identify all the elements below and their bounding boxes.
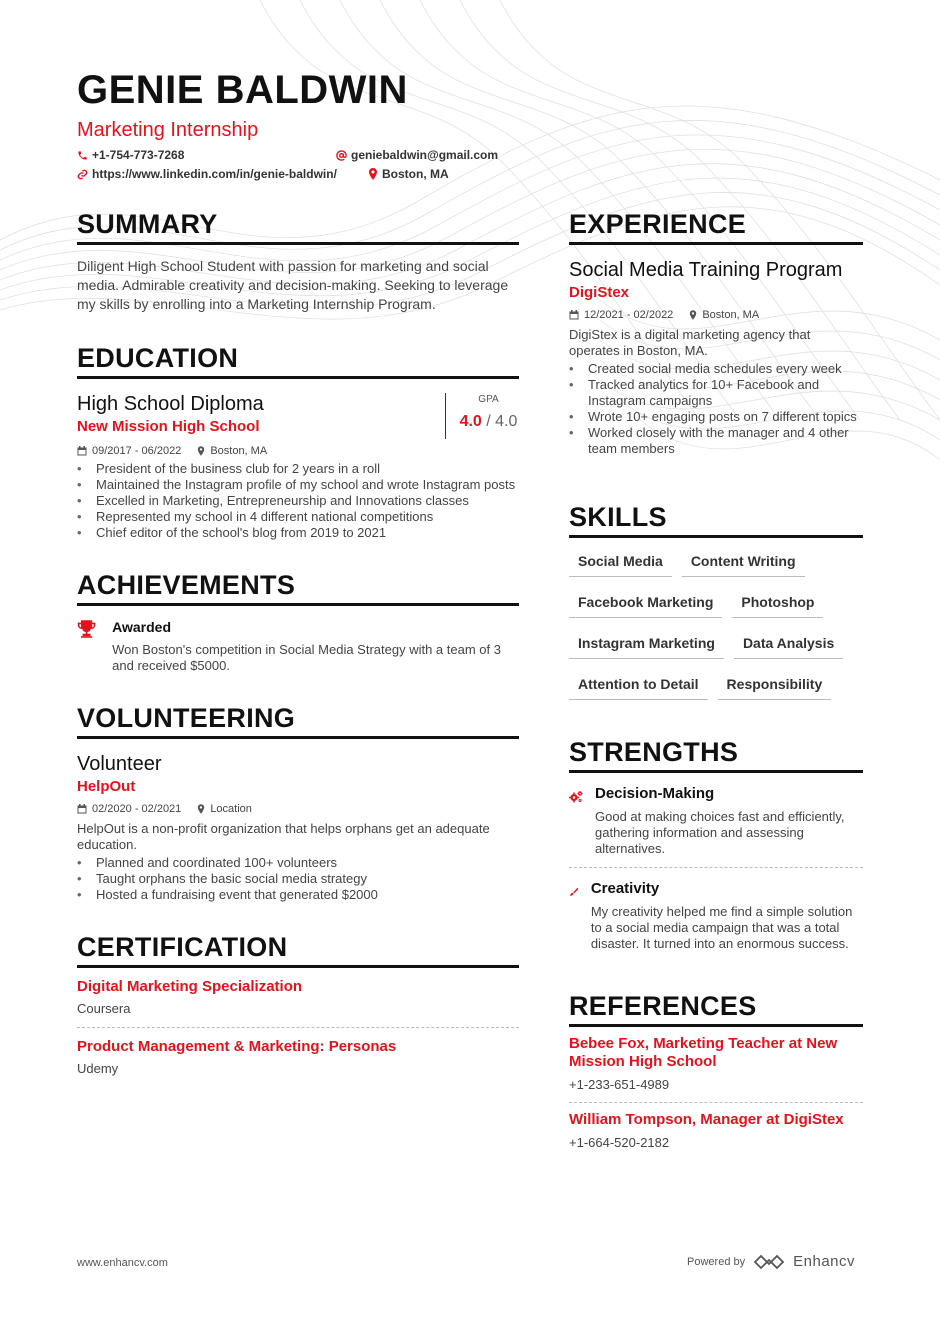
powered-by-label: Powered by [687, 1255, 746, 1268]
reference-item [569, 1027, 863, 1103]
reference-phone: +1-233-651-4989 [569, 1077, 670, 1092]
skills-list [569, 550, 863, 700]
education-dates: 09/2017 - 06/2022 [92, 445, 182, 457]
volunteering-section [77, 702, 519, 903]
gpa-box [445, 393, 519, 439]
achievement-title: Awarded [112, 619, 172, 635]
skill-tag: Attention to Detail [569, 673, 708, 700]
list-item: • Taught orphans the basic social media strategy [77, 871, 519, 887]
certification-issuer: Udemy [77, 1061, 119, 1076]
trophy-icon [77, 618, 96, 640]
experience-heading: EXPERIENCE [569, 208, 863, 245]
strength-title: Creativity [590, 880, 660, 897]
experience-meta [569, 307, 863, 323]
reference-name: William Tompson, Manager at DigiStex [569, 1111, 844, 1128]
brush-icon [569, 880, 579, 904]
strengths-heading: STRENGTHS [569, 736, 863, 773]
education-entry-header [77, 391, 519, 439]
volunteer-location: Location [210, 803, 252, 815]
footer-site-link[interactable]: www.enhancv.com [77, 1257, 168, 1269]
location-pin-icon [197, 446, 205, 456]
certification-issuer: Coursera [77, 1001, 131, 1016]
strength-description: My creativity helped me find a simple solution to a social media campaign that was a total disaster. It turned into an enormous success. [590, 904, 853, 951]
strengths-section [569, 736, 863, 962]
calendar-icon [77, 804, 87, 814]
skill-tag: Facebook Marketing [569, 591, 722, 618]
linkedin-text: https://www.linkedin.com/in/genie-baldwin/ [92, 167, 337, 181]
achievements-section [77, 569, 519, 674]
skill-tag: Social Media [569, 550, 672, 577]
footer [77, 1255, 863, 1271]
experience-location: Boston, MA [702, 309, 760, 321]
education-school: New Mission High School [77, 418, 260, 435]
certification-item [77, 1028, 519, 1087]
reference-phone: +1-664-520-2182 [569, 1135, 670, 1150]
list-item: • Excelled in Marketing, Entrepreneurship and Innovations classes [77, 493, 519, 509]
reference-item [569, 1103, 863, 1160]
brand-name: Enhancv [793, 1253, 855, 1270]
certification-section [77, 931, 519, 1087]
certification-item [77, 968, 519, 1028]
powered-by[interactable] [687, 1253, 855, 1270]
skill-tag: Content Writing [682, 550, 805, 577]
calendar-icon [569, 310, 579, 320]
experience-role: Social Media Training Program [569, 259, 843, 281]
location-pin-icon [689, 310, 697, 320]
gears-icon [569, 785, 583, 809]
reference-name: Bebee Fox, Marketing Teacher at New Mission High School [569, 1035, 838, 1070]
certification-heading: CERTIFICATION [77, 931, 519, 968]
list-item: • President of the business club for 2 years in a roll [77, 461, 519, 477]
list-item: • Represented my school in 4 different national competitions [77, 509, 519, 525]
location-pin-icon [368, 168, 378, 180]
list-item: • Worked closely with the manager and 4 other team members [569, 425, 863, 457]
summary-text: Diligent High School Student with passion for marketing and social media. Admirable creativity and decision-making. Seeking to leverage my skills by enrolling into a Marketing Internship Program. [77, 258, 509, 312]
linkedin-contact[interactable] [77, 167, 337, 181]
gpa-value: 4.0 [459, 413, 482, 430]
link-icon [77, 169, 88, 180]
strength-item [569, 868, 863, 962]
education-section [77, 342, 519, 541]
email-text: geniebaldwin@gmail.com [351, 148, 499, 162]
list-item: • Maintained the Instagram profile of my school and wrote Instagram posts [77, 477, 519, 493]
experience-bullets [569, 361, 863, 457]
location-contact [368, 167, 449, 181]
skill-tag: Instagram Marketing [569, 632, 724, 659]
skill-tag: Responsibility [718, 673, 832, 700]
skill-tag: Data Analysis [734, 632, 843, 659]
achievement-item [77, 618, 519, 674]
gpa-value-row [458, 413, 519, 431]
email-contact[interactable] [336, 148, 498, 162]
experience-company: DigiStex [569, 284, 630, 301]
education-bullets [77, 461, 519, 541]
education-heading: EDUCATION [77, 342, 519, 379]
strength-title: Decision-Making [595, 785, 715, 802]
strength-item [569, 773, 863, 868]
list-item: • Created social media schedules every week [569, 361, 863, 377]
references-section [569, 990, 863, 1160]
volunteer-meta [77, 801, 519, 817]
education-meta [77, 443, 519, 459]
location-pin-icon [197, 804, 205, 814]
gpa-max: / 4.0 [486, 413, 518, 430]
volunteer-org: HelpOut [77, 778, 136, 795]
right-column [569, 208, 863, 1188]
volunteering-heading: VOLUNTEERING [77, 702, 519, 739]
skill-tag: Photoshop [732, 591, 823, 618]
achievements-heading: ACHIEVEMENTS [77, 569, 519, 606]
list-item: • Hosted a fundraising event that generated $2000 [77, 887, 519, 903]
phone-contact[interactable] [77, 148, 184, 162]
experience-dates: 12/2021 - 02/2022 [584, 309, 674, 321]
skills-section [569, 501, 863, 700]
list-item: • Wrote 10+ engaging posts on 7 different topics [569, 409, 863, 425]
calendar-icon [77, 446, 87, 456]
summary-section [77, 208, 519, 314]
at-icon [336, 150, 347, 161]
volunteer-description: HelpOut is a non-profit organization that helps orphans get an adequate education. [77, 821, 490, 852]
contact-info [77, 148, 863, 188]
certification-name: Product Management & Marketing: Personas [77, 1038, 397, 1055]
phone-text: +1-754-773-7268 [92, 148, 185, 162]
references-heading: REFERENCES [569, 990, 863, 1027]
achievement-description: Won Boston's competition in Social Media Strategy with a team of 3 and received $5000. [112, 642, 501, 673]
list-item: • Tracked analytics for 10+ Facebook and Instagram campaigns [569, 377, 863, 409]
education-degree: High School Diploma [77, 393, 264, 415]
skills-heading: SKILLS [569, 501, 863, 538]
volunteer-dates: 02/2020 - 02/2021 [92, 803, 182, 815]
volunteer-bullets [77, 855, 519, 903]
volunteer-role: Volunteer [77, 753, 162, 775]
candidate-title: Marketing Internship [77, 119, 259, 141]
summary-heading: SUMMARY [77, 208, 519, 245]
candidate-name: GENIE BALDWIN [77, 68, 408, 112]
enhancv-logo-icon [753, 1254, 785, 1270]
experience-description: DigiStex is a digital marketing agency that operates in Boston, MA. [569, 327, 811, 358]
experience-section [569, 208, 863, 457]
left-column [77, 208, 519, 1115]
location-text: Boston, MA [382, 167, 449, 181]
list-item: • Chief editor of the school's blog from 2019 to 2021 [77, 525, 519, 541]
phone-icon [77, 150, 88, 161]
certification-name: Digital Marketing Specialization [77, 978, 303, 995]
education-location: Boston, MA [210, 445, 268, 457]
list-item: • Planned and coordinated 100+ volunteers [77, 855, 519, 871]
resume-header [77, 66, 863, 188]
strength-description: Good at making choices fast and efficiently, gathering information and assessing alternatives. [595, 809, 845, 856]
gpa-label: GPA [478, 394, 499, 405]
